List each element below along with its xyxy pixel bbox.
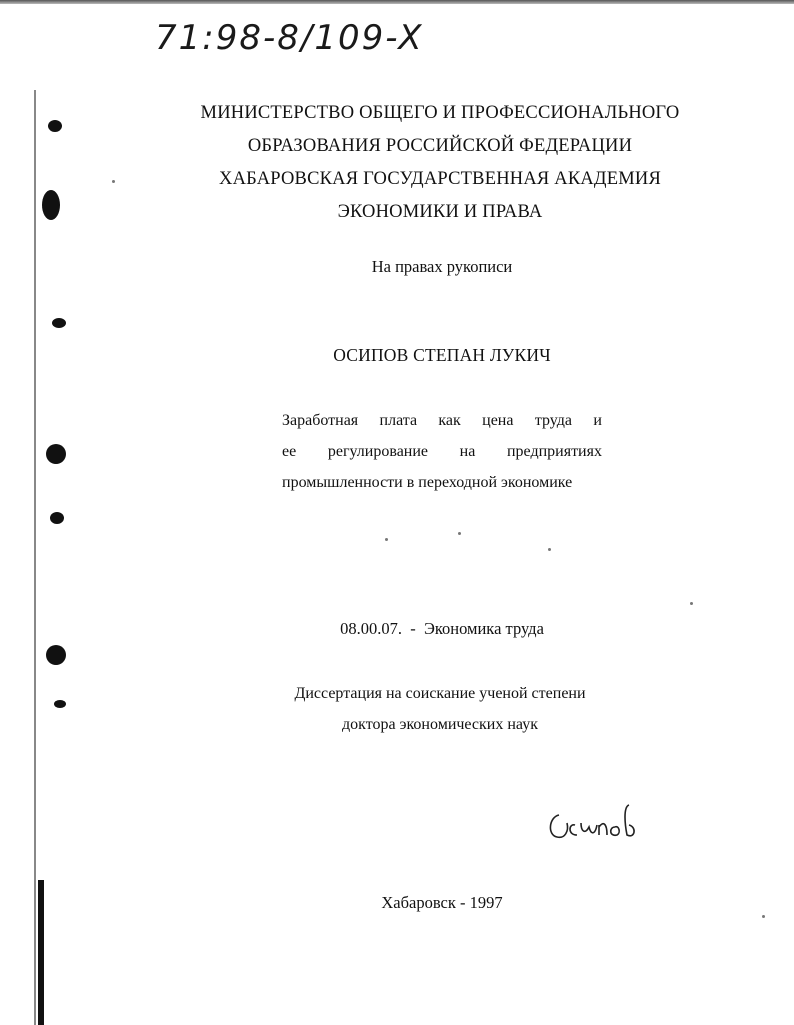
- punch-hole-1: [48, 120, 62, 132]
- degree-statement: [0, 678, 794, 740]
- specialty-name: Экономика труда: [423, 619, 544, 638]
- title-word: на: [459, 443, 476, 460]
- dissertation-title: [282, 405, 602, 498]
- title-word: плата: [379, 412, 418, 429]
- ministry-heading: [180, 97, 700, 229]
- title-word: как: [438, 412, 461, 429]
- scan-speck: [112, 180, 115, 183]
- heading-line: ХАБАРОВСКАЯ ГОСУДАРСТВЕННАЯ АКАДЕМИЯ: [219, 169, 661, 189]
- handwritten-signature: [545, 795, 655, 850]
- title-line-1: [282, 405, 602, 436]
- punch-hole-3: [52, 318, 66, 328]
- punch-hole-6: [46, 645, 66, 665]
- title-word: предприятиях: [506, 443, 602, 460]
- city-year: Хабаровск - 1997: [381, 893, 503, 912]
- title-word: регулирование: [327, 443, 429, 460]
- title-word: и: [593, 412, 602, 429]
- specialty-separator: -: [410, 619, 416, 638]
- degree-line-2: доктора экономических наук: [342, 716, 538, 733]
- manuscript-note: На правах рукописи: [371, 257, 513, 276]
- title-word: ее: [282, 443, 297, 460]
- heading-line: МИНИСТЕРСТВО ОБЩЕГО И ПРОФЕССИОНАЛЬНОГО: [200, 103, 680, 123]
- title-word: цена: [482, 412, 514, 429]
- punch-hole-5: [50, 512, 64, 524]
- scan-binding-shadow: [38, 880, 44, 1025]
- scan-top-edge: [0, 0, 794, 4]
- scan-speck: [548, 548, 551, 551]
- title-line-2: [282, 436, 602, 467]
- scan-speck: [690, 602, 693, 605]
- handwritten-archive-code: 71:98-8/109-X: [155, 18, 424, 58]
- scan-speck: [385, 538, 388, 541]
- degree-line-1: Диссертация на соискание ученой степени: [294, 685, 586, 702]
- heading-line: ЭКОНОМИКИ И ПРАВА: [337, 202, 543, 222]
- punch-hole-4: [46, 444, 66, 464]
- specialty-line: [45, 619, 794, 639]
- title-word: Заработная: [282, 412, 359, 429]
- punch-hole-2: [42, 190, 60, 220]
- title-line-3: промышленности в переходной экономике: [282, 474, 573, 491]
- scan-left-margin-line: [34, 90, 36, 1025]
- scan-speck: [762, 915, 765, 918]
- title-word: труда: [534, 412, 573, 429]
- heading-line: ОБРАЗОВАНИЯ РОССИЙСКОЙ ФЕДЕРАЦИИ: [247, 136, 633, 156]
- author-name: ОСИПОВ СТЕПАН ЛУКИЧ: [333, 345, 551, 365]
- specialty-code: 08.00.07.: [340, 619, 402, 638]
- scan-speck: [458, 532, 461, 535]
